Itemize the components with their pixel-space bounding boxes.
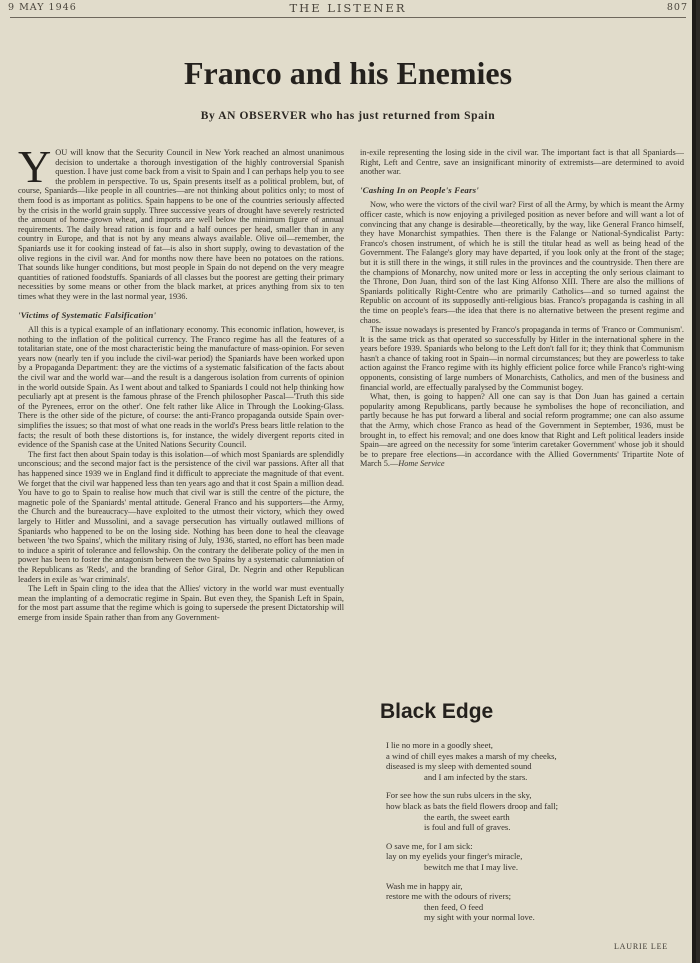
poem-line: restore me with the odours of rivers; [386, 891, 512, 902]
page-edge [692, 0, 696, 963]
article-paragraph: The Left in Spain cling to the idea that the Allies' victory in the world war must eventually mean the implanting of a democratic regime in Spain. But even they, the Spanish Left in Spain, for the most part assume that the regime which is going to supersede the present Dictatorship will emerge from inside Spain rather than from any Government- [18, 584, 344, 622]
poem-line: I lie no more in a goodly sheet, [386, 740, 493, 750]
section-heading: 'Cashing In on People's Fears' [360, 184, 479, 195]
poem-author: LAURIE LEE [614, 942, 668, 951]
poem-line: then feed, O feed [424, 901, 484, 912]
poem-stanza [386, 881, 686, 923]
drop-cap: Y [18, 148, 52, 192]
article-paragraph: The issue nowadays is presented by Franco's propaganda in terms of 'Franco or Communism'. It is the same trick as that operated so successfully by Hitler in the international sphere in the years before 1939. Spaniards who belong to the Left don't fall for it; they think that Communism hasn't a chance of taking root in Spain—in normal circumstances; but they are powerless to take action against the Franco regime with its highly efficient police force while Franco's right-wing opponents, consisting of large numbers of Monarchists, Catholics, and men of the business and financial world, are effectually paralysed by the Communist bogey. [360, 325, 684, 392]
poem-line: my sight with your normal love. [424, 912, 535, 923]
section-heading: 'Victims of Systematic Falsification' [18, 309, 157, 320]
article-column-right [360, 148, 684, 708]
article-title: Franco and his Enemies [183, 55, 513, 91]
article-paragraph: The first fact then about Spain today is this isolation—of which most Spaniards are splendidly unconscious; and the second major fact is the persistence of the civil war passions. After all that has happened since 1939 we in England find it difficult to appreciate the magnitude of that event. We forget that the civil war happened less than ten years ago and that it cost Spain a million dead. You have to go to Spain to realise how much that civil war is still the centre of the picture, the magnetic pole of the Spaniards' mental attitude. General Franco and his supporters—the Army, the Church and the bureaucracy—have exploited to the utmost their victory, which they owed largely to Hitler and Mussolini, and a savage persecution has virtually outlawed millions of Spaniards who happened to be on the losing side. Nothing has been done to heal the cleavage between 'the two Spains', which the military rising of July, 1936, started, no effort has been made to induce a spirit of tolerance and fellowship. On the contrary the deliberate policy of the men in power has been to foster the antagonism between the two Spains by a systematic calumniation of the Republicans as 'Reds', and the branding of Señor Giral, Dr. Negrin and other Republican leaders in exile as 'war criminals'. [18, 449, 344, 584]
poem-line: O save me, for I am sick: [386, 840, 473, 851]
poem-line: lay on my eyelids your finger's miracle, [386, 851, 523, 862]
closing-text: What, then, is going to happen? All one can say is that Don Juan has gained a certain popularity among Republicans, partly because he symbolises the hope of reconciliation, and partly because he has put forward a liberal and social reform programme; one can also assume that the Army, which chose Franco as head of the Government in September, 1936, must be brought in, to effect his removal; and one does know that Right and Left political leaders inside Spain—are agreed on the necessity for some 'interim caretaker Government' whose job it should be to prepare free elections—in accordance with the Allied Governments' Tripartite Note of March 5.— [360, 392, 684, 469]
poem-line: is foul and full of graves. [424, 822, 511, 833]
issue-date: 9 MAY 1946 [8, 2, 77, 13]
poem-line: For see how the sun rubs ulcers in the sky, [386, 790, 532, 801]
article-paragraph: in-exile representing the losing side in the civil war. The important fact is that all Spaniards—Right, Left and Centre, save an insignificant minority of extremists—are determined to avoid another war. [360, 148, 684, 177]
intro-text: OU will know that the Security Council in New York reached an almost unanimous decision to undertake a thorough investigation of the highly controversial Spanish question. I have just come back from a visit to Spain and I can perhaps help you to see the problem in perspective. To us, Spain presents itself as a political problem, but, of course, Spaniards—like people in all countries—are not thinking about politics only; to most of them food is as important as politics. Spain happens to be one of the countries seriously affected by the crisis in the world grain supply. Three successive years of drought have severely restricted the amount of home-grown wheat, and imports are well below the minimum figure of annual requirements. The daily bread ration is four and a half ounces per head, smaller than in any country in Europe, and that is not by any means always available. Olive oil—remember, the Spaniards use it for cooking instead of fat—is also in short supply, owing to devastation of the olive regions in the civil war. And for months now there have been no potatoes on the rations. That sounds like hunger conditions, but most people in Spain do not depend on the very meagre quantities of rationed foodstuffs. Spaniards of all classes but the poorest are getting their primary necessities by some means or other from the black market, at prices anything from six to ten times what they were in the last normal year, 1936. [18, 148, 344, 301]
poem-line: and I am infected by the stars. [424, 771, 528, 782]
poem-stanza [386, 740, 686, 782]
article-paragraph [360, 392, 684, 469]
article-column-left [18, 148, 344, 938]
poem-stanza [386, 790, 686, 832]
article-paragraph [18, 148, 344, 302]
article-byline: By AN OBSERVER who has just returned from Spain [200, 110, 496, 122]
poem-line: bewitch me that I may live. [424, 861, 519, 872]
poem-stanza [386, 841, 686, 873]
poem-line: Wash me in happy air, [386, 880, 463, 891]
article-signoff: Home Service [398, 459, 445, 469]
masthead: THE LISTENER [289, 1, 407, 15]
poem-line: how black as bats the field flowers droop and fall; [386, 800, 559, 811]
poem-line: diseased is my sleep with demented sound [386, 761, 532, 772]
article-paragraph: All this is a typical example of an inflationary economy. This economic inflation, however, is nothing to the inflation of the political currency. The Franco regime has all the features of a totalitarian state, one of the most characteristic being the manufacture of mass-opinion. For seven years now (nearly ten if you include the civil-war period) the Spaniards have been worked upon by a Propaganda Department: they are the victims of a systematic falsification of the facts about the civil war and the world war—and the result is a dangerous isolation from currents of opinion in the world outside Spain. As I went about and talked to Spaniards I could not help thinking how peculiarly apt at present is the famous phrase of the French philosopher Pascal—'Truth this side of the Pyrenees, error on the other'. One felt rather like Alice in Through the Looking-Glass. There is the other side of the picture, of course: the anti-Franco propaganda outside Spain over-simplifies the issues; so that most of what one reads in the world's Press bears little relation to the facts; the result of both these distortions is, for instance, the widely divergent reports cited in evidence of the Spanish case at the United Nations Security Council. [18, 325, 344, 450]
article-paragraph: Now, who were the victors of the civil war? First of all the Army, by which is meant the Army officer caste, which is now enjoying a privileged position as never before and will want a lot of convincing that any change is desirable—theoretically, by the way, like General Franco himself, they have Monarchist sympathies. Then there is the Falange or National-Syndicalist Party: Franco's chosen instrument, of which he is still the titular head as well as being head of the Government. The Falange's glory may have departed, if you look only at the front of the stage; but it is still there in the wings, it still rules in the provinces and the countryside. Then there are the champions of Monarchy, now united more or less in accepting the only serious claimant to the Throne, Don Juan, third son of the last King Alfonso XIII. There are also the millions of Spaniards politically Right-Centre who are primarily Catholics—and so turned against the Republic on account of its supposedly anti-religious bias. Franco's propaganda is cashing in all the time on people's fears—the idea that there is no alternative between the present regime and chaos. [360, 200, 684, 325]
page-number: 807 [666, 2, 688, 13]
poem-line: a wind of chill eyes makes a marsh of my cheeks, [386, 750, 557, 761]
poem-body [386, 740, 686, 931]
running-head [8, 2, 688, 16]
poem-title: Black Edge [380, 700, 494, 723]
poem-line: the earth, the sweet earth [424, 811, 510, 822]
header-rule [10, 17, 686, 18]
